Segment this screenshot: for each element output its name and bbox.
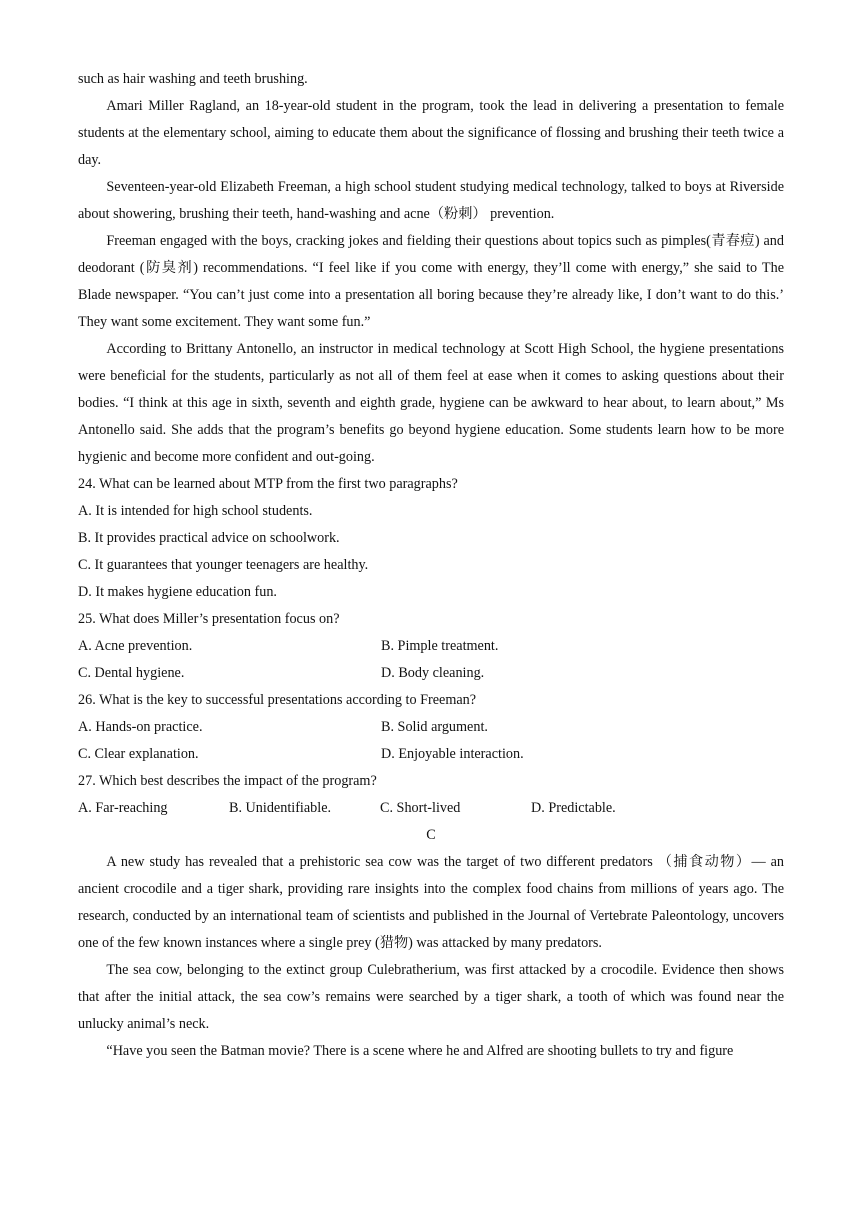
question-stem: 26. What is the key to successful presentations according to Freeman? bbox=[78, 692, 477, 708]
option-d: D. Enjoyable interaction. bbox=[381, 746, 524, 762]
option-c: C. Dental hygiene. bbox=[78, 665, 185, 681]
option-a: A. It is intended for high school students. bbox=[78, 503, 313, 519]
option-a: A. Hands-on practice. bbox=[78, 719, 203, 735]
options-row bbox=[78, 795, 784, 822]
question-stem: 25. What does Miller’s presentation focus on? bbox=[78, 611, 340, 627]
paragraph: A new study has revealed that a prehistoric sea cow was the target of two different predators （捕食动物）— an ancient crocodile and a tiger shark, providing rare insights into the complex food chains from millions of years ago. The research, conducted by an international team of scientists and published in the Journal of Vertebrate Paleontology, uncovers one of the few known instances where a single prey (猎物) was attacked by many predators. bbox=[78, 854, 784, 951]
option-d: D. Body cleaning. bbox=[381, 665, 485, 681]
paragraph: Freeman engaged with the boys, cracking jokes and fielding their questions about topics such as pimples(青春痘) and deodorant (防臭剂) recommendations. “I feel like if you come with energy, they’ll come with energy,” she said to The Blade newspaper. “You can’t just come into a presentation all boring because they’re already like, I don’t want to do this.’ They want some excitement. They want some fun.” bbox=[78, 233, 784, 330]
option-b: B. It provides practical advice on schoolwork. bbox=[78, 530, 340, 546]
paragraph: Amari Miller Ragland, an 18-year-old student in the program, took the lead in delivering a presentation to female students at the elementary school, aiming to educate them about the significance of flossing and brushing their teeth twice a day. bbox=[78, 98, 784, 168]
option-c: C. Short-lived bbox=[380, 800, 461, 816]
paragraph: Seventeen-year-old Elizabeth Freeman, a high school student studying medical technology, talked to boys at Riverside about showering, brushing their teeth, hand-washing and acne（粉刺） prevention. bbox=[78, 179, 784, 222]
question-stem: 24. What can be learned about MTP from the first two paragraphs? bbox=[78, 476, 458, 492]
question-stem: 27. Which best describes the impact of the program? bbox=[78, 773, 377, 789]
options-row bbox=[78, 633, 784, 660]
option-a: A. Acne prevention. bbox=[78, 638, 193, 654]
paragraph: According to Brittany Antonello, an instructor in medical technology at Scott High School, the hygiene presentations were beneficial for the students, particularly as not all of them feel at ease when it comes to asking questions about their bodies. “I think at this age in sixth, seventh and eighth grade, hygiene can be awkward to hear about, to learn about,” Ms Antonello said. She adds that the program’s benefits go beyond hygiene education. Some students learn how to be more hygienic and become more confident and out-going. bbox=[78, 341, 784, 465]
paragraph: The sea cow, belonging to the extinct group Culebratherium, was first attacked by a crocodile. Evidence then shows that after the initial attack, the sea cow’s remains were searched by a tiger shark, a tooth of which was found near the unlucky animal’s neck. bbox=[78, 962, 784, 1032]
option-b: B. Unidentifiable. bbox=[229, 800, 332, 816]
paragraph: “Have you seen the Batman movie? There is a scene where he and Alfred are shooting bullets to try and figure bbox=[106, 1043, 734, 1059]
question-25 bbox=[78, 606, 784, 687]
options-row bbox=[78, 714, 784, 741]
option-b: B. Pimple treatment. bbox=[381, 638, 499, 654]
option-d: D. Predictable. bbox=[531, 800, 616, 816]
option-d: D. It makes hygiene education fun. bbox=[78, 584, 277, 600]
option-c: C. It guarantees that younger teenagers are healthy. bbox=[78, 557, 369, 573]
document-page bbox=[78, 66, 784, 1065]
option-a: A. Far-reaching bbox=[78, 800, 168, 816]
question-27 bbox=[78, 768, 784, 822]
section-heading: C bbox=[426, 827, 436, 843]
question-26 bbox=[78, 687, 784, 768]
paragraph: such as hair washing and teeth brushing. bbox=[78, 71, 308, 87]
options-row bbox=[78, 660, 784, 687]
option-c: C. Clear explanation. bbox=[78, 746, 199, 762]
option-b: B. Solid argument. bbox=[381, 719, 488, 735]
options-row bbox=[78, 741, 784, 768]
question-24 bbox=[78, 471, 784, 606]
